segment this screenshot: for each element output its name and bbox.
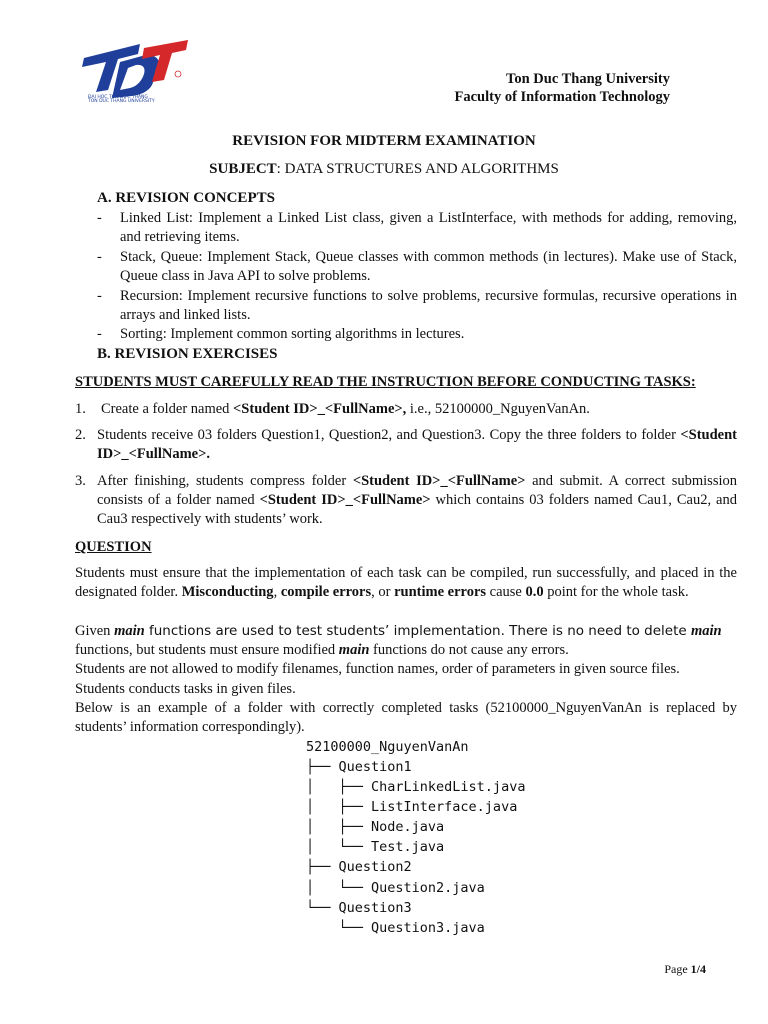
question-heading: QUESTION bbox=[75, 539, 152, 555]
step-3: After finishing, students compress folder <Student ID>_<FullName> and submit. A correct submission consists of a folder named <Student ID>_<FullName> which contains 03 folders named Cau1, Cau2, and Cau3 respectively with students’ work. bbox=[97, 473, 737, 527]
bullet-dash: - bbox=[97, 326, 102, 342]
step-number: 3. bbox=[75, 473, 86, 489]
step-2: Students receive 03 folders Question1, Question2, and Question3. Copy the three folders to folder <Student ID>_<FullName>. bbox=[97, 427, 737, 462]
concept-bullet: Linked List: Implement a Linked List class, given a ListInterface, with methods for adding, removing, and retrieving items. bbox=[120, 210, 737, 245]
tree-line: └── Question3.java bbox=[306, 920, 485, 936]
instruction-heading: STUDENTS MUST CAREFULLY READ THE INSTRUCTION BEFORE CONDUCTING TASKS: bbox=[75, 374, 696, 390]
section-a-heading: A. REVISION CONCEPTS bbox=[97, 190, 275, 206]
tree-root: 52100000_NguyenVanAn bbox=[306, 739, 469, 755]
bullet-dash: - bbox=[97, 210, 102, 226]
bullet-dash: - bbox=[97, 288, 102, 304]
university-logo bbox=[80, 40, 190, 102]
question-paragraph-2: Given main functions are used to test students’ implementation. There is no need to delete main functions, but students must ensure modified main functions do not cause any errors. bbox=[75, 623, 722, 658]
concept-bullet: Sorting: Implement common sorting algorithms in lectures. bbox=[120, 326, 465, 342]
question-paragraph-3: Students are not allowed to modify filenames, function names, order of parameters in given source files. bbox=[75, 661, 680, 677]
document-title: REVISION FOR MIDTERM EXAMINATION bbox=[232, 133, 536, 149]
question-paragraph-4: Students conducts tasks in given files. bbox=[75, 681, 296, 697]
concept-bullet: Stack, Queue: Implement Stack, Queue classes with common methods (in lectures). Make use of Stack, Queue class in Java API to solve problems. bbox=[120, 249, 737, 284]
tree-line: │ ├── Node.java bbox=[306, 819, 445, 835]
tree-line: │ └── Question2.java bbox=[306, 880, 485, 896]
subject-label: SUBJECT bbox=[209, 161, 277, 177]
tree-line: │ ├── ListInterface.java bbox=[306, 799, 518, 815]
step-number: 1. bbox=[75, 401, 86, 417]
question-paragraph-5: Below is an example of a folder with correctly completed tasks (52100000_NguyenVanAn is replaced by students’ information correspondingly). bbox=[75, 700, 737, 735]
tree-line: ├── Question2 bbox=[306, 859, 412, 875]
tree-line: ├── Question1 bbox=[306, 759, 412, 775]
subject-line bbox=[0, 161, 768, 178]
institution-header bbox=[455, 70, 671, 106]
subject-value: : DATA STRUCTURES AND ALGORITHMS bbox=[276, 161, 559, 177]
university-name: Ton Duc Thang University bbox=[506, 71, 670, 87]
bullet-dash: - bbox=[97, 249, 102, 265]
step-number: 2. bbox=[75, 427, 86, 443]
svg-text:TON DUC THANG UNIVERSITY: TON DUC THANG UNIVERSITY bbox=[88, 99, 155, 102]
concept-bullet: Recursion: Implement recursive functions to solve problems, recursive formulas, recursive operations in arrays and linked lists. bbox=[120, 288, 737, 323]
step-1: Create a folder named <Student ID>_<FullName>, i.e., 52100000_NguyenVanAn. bbox=[101, 401, 590, 417]
page-number: Page 1/4 bbox=[664, 962, 706, 976]
faculty-name: Faculty of Information Technology bbox=[454, 89, 670, 105]
section-b-heading: B. REVISION EXERCISES bbox=[97, 346, 278, 362]
tree-line: └── Question3 bbox=[306, 900, 412, 916]
tree-line: │ ├── CharLinkedList.java bbox=[306, 779, 526, 795]
tree-line: │ └── Test.java bbox=[306, 839, 445, 855]
question-paragraph-1: Students must ensure that the implementation of each task can be compiled, run successfully, and placed in the designated folder. Misconducting, compile errors, or runtime errors cause 0.0 point for the whole task. bbox=[75, 565, 737, 600]
svg-text:ĐẠI HỌC TÔN ĐỨC THẮNG: ĐẠI HỌC TÔN ĐỨC THẮNG bbox=[88, 95, 148, 100]
